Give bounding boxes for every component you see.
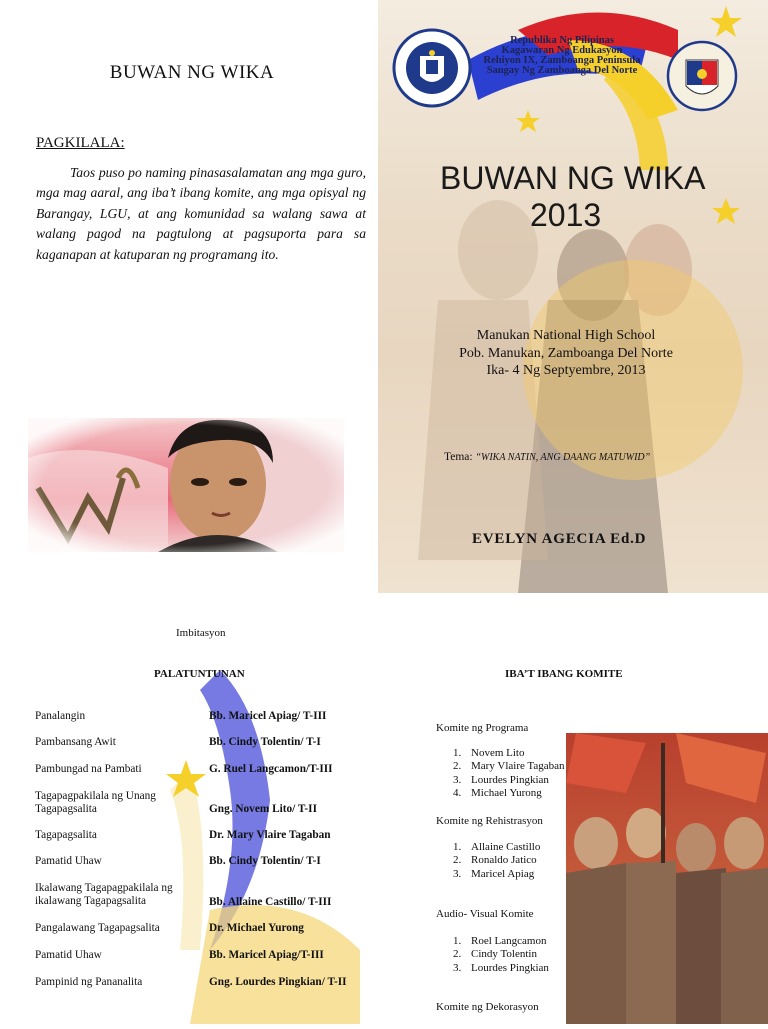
list-item: 1. Roel Langcamon [453, 935, 547, 947]
committee-title: Komite ng Rehistrasyon [436, 815, 543, 827]
program-person: Bb. Cindy Tolentin/ T-I [209, 855, 321, 867]
school-name: Manukan National High School [476, 328, 656, 343]
committee-title: Audio- Visual Komite [436, 908, 534, 920]
program-part: Pamatid Uhaw [35, 855, 102, 867]
program-person: Dr. Michael Yurong [209, 922, 304, 934]
committee-members [453, 935, 549, 975]
header-line: Kagawaran Ng Edukasyon [501, 45, 623, 56]
event-date: Ika- 4 Ng Septyembre, 2013 [486, 363, 646, 378]
program-person: Bb. Cindy Tolentin/ T-I [209, 736, 321, 748]
program-person: Gng. Novem Lito/ T-II [209, 803, 317, 815]
program-part: Pampinid ng Pananalita [35, 976, 143, 988]
program-person: Bb. Maricel Apiag/ T-III [209, 710, 327, 722]
program-person: Bb. Allaine Castillo/ T-III [209, 896, 332, 908]
committee-members [453, 841, 540, 881]
program-person: Dr. Mary Vlaire Tagaban [209, 829, 331, 841]
acknowledgement-heading: PAGKILALA: [36, 135, 125, 151]
acknowledgement-paragraph: Taos puso po naming pinasasalamatan ang mga guro, mga mag aaral, ang iba’t ibang komite, ang mga opisyal ng Barangay, LGU, at ang komunidad sa walang sawa at walang pagod na pagtulong at pagsuporta para sa kaganapan at katuparan ng programang ito. [36, 165, 366, 262]
list-item: 3. Lourdes Pingkian [453, 773, 549, 786]
list-item: 1. Allaine Castillo [453, 841, 541, 853]
theme-value: “WIKA NATIN, ANG DAANG MATUWID” [475, 452, 651, 463]
government-header [412, 36, 712, 76]
committees-heading: IBA’T IBANG KOMITE [505, 668, 623, 680]
program-part: Panalangin [35, 710, 86, 722]
list-item: 4. Michael Yurong [453, 786, 542, 799]
header-line: Republika Ng Pilipinas [510, 35, 614, 46]
school-address: Pob. Manukan, Zamboanga Del Norte [459, 345, 673, 361]
theme-label: Tema: [444, 451, 473, 463]
left-page-title: BUWAN NG WIKA [109, 62, 275, 83]
list-item: 3. Maricel Apiag [453, 867, 535, 880]
list-item: 1. Novem Lito [453, 747, 525, 759]
hero-portrait-image [28, 418, 344, 552]
list-item: 2. Ronaldo Jatico [453, 854, 537, 867]
author-name: EVELYN AGECIA Ed.D [472, 531, 647, 547]
program-part: Pamatid Uhaw [35, 949, 102, 961]
program-part: Pambungad na Pambati [35, 763, 142, 775]
theme-line [444, 451, 650, 463]
header-line: Sangay Ng Zamboanga Del Norte [486, 65, 638, 76]
program-part: Tagapagpakilala ng Unang Tagapagsalita [35, 790, 156, 815]
program-part: Pangalawang Tagapagsalita [35, 922, 160, 934]
list-item: 2. Mary Vlaire Tagaban [453, 760, 565, 773]
invitation-label: Imbitasyon [176, 627, 226, 639]
committee-members [453, 747, 565, 800]
list-item: 3. Lourdes Pingkian [453, 961, 549, 974]
program-person: Gng. Lourdes Pingkian/ T-II [209, 976, 347, 988]
cover-title: BUWAN NG WIKA [440, 160, 706, 196]
program-heading: PALATUNTUNAN [154, 668, 245, 680]
program-part: Tagapagsalita [35, 829, 97, 841]
revolution-poster-image [566, 733, 768, 1024]
cover-year: 2013 [530, 197, 602, 233]
committee-title: Komite ng Programa [436, 722, 529, 734]
program-part: Ikalawang Tagapagpakilala ng ikalawang Tagapagsalita [35, 882, 173, 907]
header-line: Rehiyon IX, Zamboanga Peninsula [483, 55, 641, 66]
committee-title: Komite ng Dekorasyon [436, 1001, 539, 1013]
school-info [436, 327, 696, 380]
program-person: G. Ruel Langcamon/T-III [209, 763, 333, 775]
list-item: 2. Cindy Tolentin [453, 948, 537, 961]
program-person: Bb. Maricel Apiag/T-III [209, 949, 324, 961]
program-part: Pambansang Awit [35, 736, 116, 748]
